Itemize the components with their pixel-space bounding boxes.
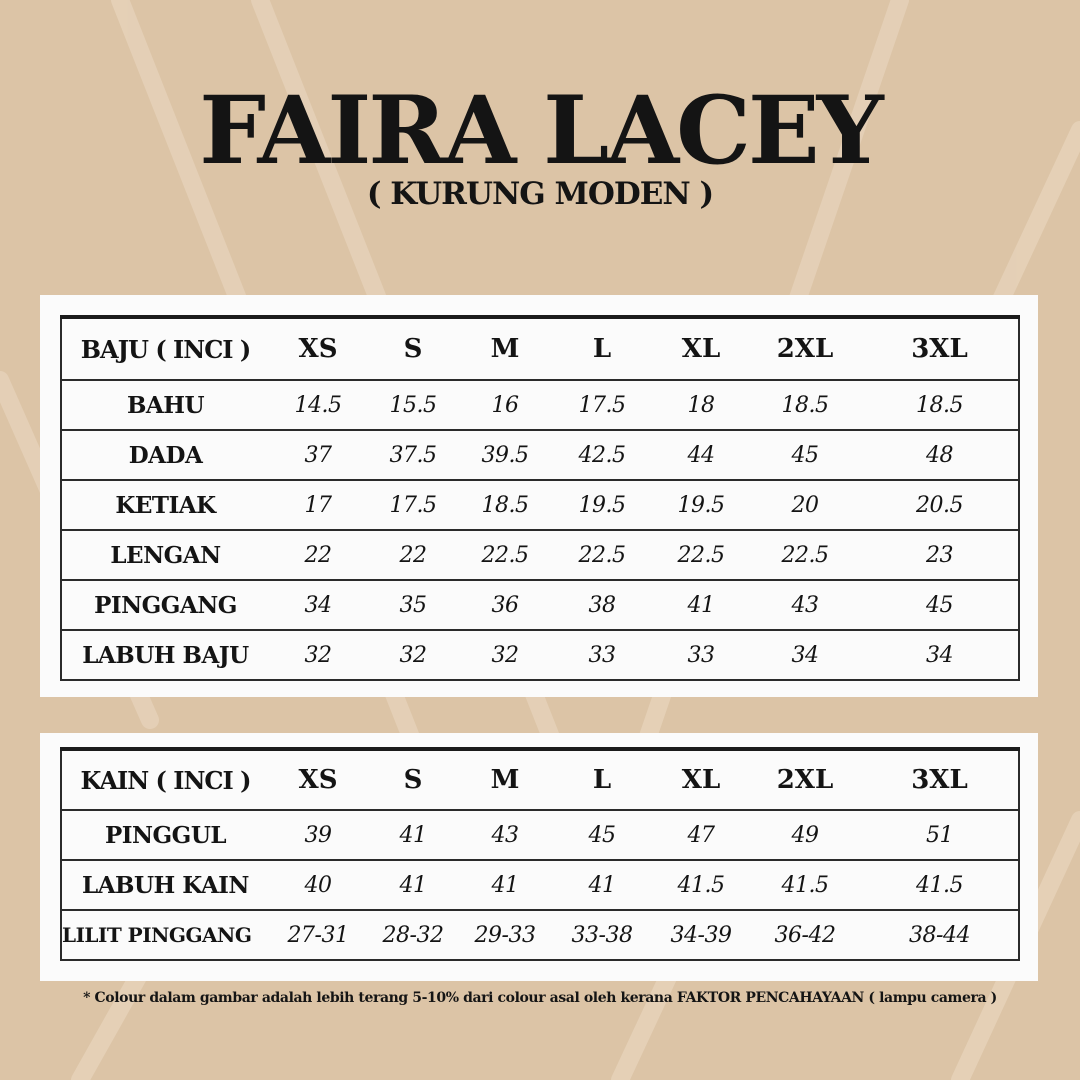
baju-measurement-cell: 33 [551,630,653,680]
table-row [61,860,1019,910]
baju-measurement-cell: 23 [861,530,1019,580]
baju-measurement-cell: 18.5 [459,480,551,530]
kain-measurement-cell: 33-38 [551,910,653,960]
baju-measurement-cell: 36 [459,580,551,630]
kain-row-label: LILIT PINGGANG [61,910,269,960]
baju-measurement-cell: 32 [459,630,551,680]
baju-measurement-cell: 22.5 [749,530,861,580]
baju-measurement-cell: 48 [861,430,1019,480]
table-row [61,910,1019,960]
baju-measurement-cell: 33 [653,630,749,680]
baju-measurement-cell: 35 [367,580,459,630]
baju-measurement-cell: 34 [749,630,861,680]
baju-measurement-cell: 43 [749,580,861,630]
kain-measurement-cell: 34-39 [653,910,749,960]
kain-measurement-cell: 40 [269,860,367,910]
baju-measurement-cell: 32 [269,630,367,680]
kain-measurement-cell: 49 [749,810,861,860]
table-row [61,430,1019,480]
kain-measurement-cell: 29-33 [459,910,551,960]
baju-measurement-cell: 17.5 [367,480,459,530]
kain-measurement-cell: 27-31 [269,910,367,960]
kain-header-label: KAIN ( INCI ) [61,749,269,810]
kain-size-header: M [459,749,551,810]
baju-measurement-cell: 19.5 [551,480,653,530]
baju-measurement-cell: 22 [269,530,367,580]
page-subtitle: ( KURUNG MODEN ) [366,176,714,212]
kain-size-header: XL [653,749,749,810]
kain-measurement-cell: 28-32 [367,910,459,960]
baju-size-header: S [367,317,459,380]
baju-measurement-cell: 39.5 [459,430,551,480]
baju-size-panel [40,295,1038,697]
baju-measurement-cell: 17 [269,480,367,530]
table-row [61,630,1019,680]
colour-disclaimer-note: * Colour dalam gambar adalah lebih terang 5-10% dari colour asal oleh kerana FAKTOR PENCAHAYAAN ( lampu camera ) [83,990,997,1006]
baju-measurement-cell: 37.5 [367,430,459,480]
baju-measurement-cell: 16 [459,380,551,430]
baju-measurement-cell: 22 [367,530,459,580]
kain-measurement-cell: 39 [269,810,367,860]
baju-measurement-cell: 34 [269,580,367,630]
baju-measurement-cell: 41 [653,580,749,630]
baju-measurement-cell: 32 [367,630,459,680]
table-row [61,530,1019,580]
baju-measurement-cell: 22.5 [459,530,551,580]
kain-size-header: S [367,749,459,810]
baju-measurement-cell: 22.5 [653,530,749,580]
table-row [61,380,1019,430]
baju-size-header: 2XL [749,317,861,380]
kain-measurement-cell: 41.5 [861,860,1019,910]
baju-size-header: XL [653,317,749,380]
baju-row-label: KETIAK [61,480,269,530]
baju-measurement-cell: 42.5 [551,430,653,480]
kain-size-table [60,747,1020,961]
kain-size-header: L [551,749,653,810]
kain-measurement-cell: 41 [459,860,551,910]
kain-measurement-cell: 51 [861,810,1019,860]
baju-header-label: BAJU ( INCI ) [61,317,269,380]
baju-measurement-cell: 19.5 [653,480,749,530]
kain-size-header: 2XL [749,749,861,810]
baju-measurement-cell: 37 [269,430,367,480]
baju-measurement-cell: 17.5 [551,380,653,430]
baju-measurement-cell: 44 [653,430,749,480]
kain-measurement-cell: 41.5 [653,860,749,910]
baju-measurement-cell: 45 [861,580,1019,630]
baju-size-header: L [551,317,653,380]
kain-measurement-cell: 41 [551,860,653,910]
baju-measurement-cell: 22.5 [551,530,653,580]
page-title: FAIRA LACEY [199,76,881,186]
baju-measurement-cell: 15.5 [367,380,459,430]
kain-measurement-cell: 45 [551,810,653,860]
baju-row-label: DADA [61,430,269,480]
table-row [61,480,1019,530]
baju-row-label: LENGAN [61,530,269,580]
kain-row-label: LABUH KAIN [61,860,269,910]
baju-measurement-cell: 18.5 [749,380,861,430]
baju-measurement-cell: 38 [551,580,653,630]
baju-measurement-cell: 20.5 [861,480,1019,530]
baju-size-table [60,315,1020,681]
baju-row-label: LABUH BAJU [61,630,269,680]
baju-measurement-cell: 14.5 [269,380,367,430]
baju-measurement-cell: 20 [749,480,861,530]
baju-measurement-cell: 18.5 [861,380,1019,430]
kain-size-panel [40,733,1038,981]
kain-size-header: XS [269,749,367,810]
baju-measurement-cell: 34 [861,630,1019,680]
table-row [61,580,1019,630]
kain-measurement-cell: 36-42 [749,910,861,960]
baju-row-label: BAHU [61,380,269,430]
baju-size-header: 3XL [861,317,1019,380]
baju-measurement-cell: 45 [749,430,861,480]
kain-size-header: 3XL [861,749,1019,810]
kain-row-label: PINGGUL [61,810,269,860]
kain-measurement-cell: 41 [367,810,459,860]
kain-measurement-cell: 43 [459,810,551,860]
table-row [61,810,1019,860]
kain-measurement-cell: 38-44 [861,910,1019,960]
baju-measurement-cell: 18 [653,380,749,430]
kain-measurement-cell: 41 [367,860,459,910]
kain-measurement-cell: 47 [653,810,749,860]
baju-row-label: PINGGANG [61,580,269,630]
baju-size-header: M [459,317,551,380]
baju-header-row [61,317,1019,380]
kain-measurement-cell: 41.5 [749,860,861,910]
kain-header-row [61,749,1019,810]
baju-size-header: XS [269,317,367,380]
